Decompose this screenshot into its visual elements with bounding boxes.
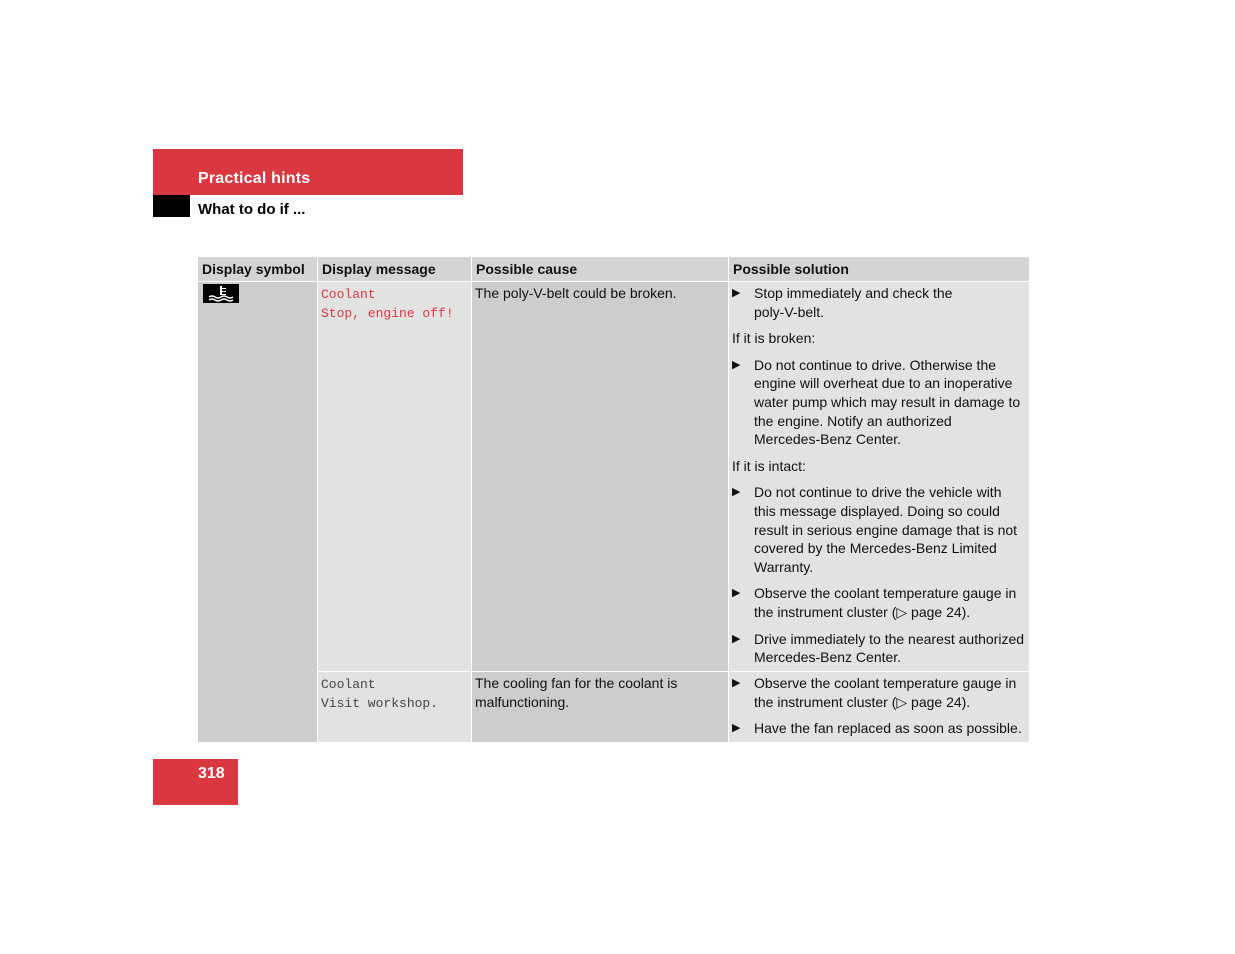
solution-step <box>732 674 1026 711</box>
cause-text: The cooling fan for the coolant is <box>475 675 678 691</box>
bullet-arrow-icon: ▶ <box>732 358 741 371</box>
solution-text: Drive immediately to the nearest authorized <box>754 630 1025 647</box>
section-title: Practical hints <box>198 170 311 187</box>
solution-text: result in serious engine damage that is not <box>754 521 1018 538</box>
message-line: Stop, engine off! <box>321 306 454 321</box>
table-row-1-cause <box>472 282 728 671</box>
solution-step <box>732 356 1026 449</box>
cause-text: malfunctioning. <box>475 693 570 710</box>
message-line: Coolant <box>321 677 376 692</box>
cause-text: The poly-V-belt could be broken. <box>475 285 677 301</box>
condition-label: If it is broken: <box>732 330 816 347</box>
column-header-possible-cause: Possible cause <box>472 257 728 281</box>
bullet-arrow-icon: ▶ <box>732 287 741 299</box>
solution-text: the instrument cluster (▷ page 24). <box>754 603 971 620</box>
solution-text: Mercedes-Benz Center. <box>754 649 902 666</box>
solution-step <box>732 584 1026 621</box>
solution-text: engine will overheat due to an inoperative <box>754 375 1013 392</box>
message-line: Coolant <box>321 287 376 302</box>
solution-text: Stop immediately and check the <box>754 285 953 301</box>
table-row-2-message <box>318 672 471 742</box>
bullet-arrow-icon: ▶ <box>732 677 741 689</box>
message-line: Visit workshop. <box>321 696 439 711</box>
table-row-1-solution <box>729 282 1029 671</box>
bullet-arrow-icon: ▶ <box>732 587 741 600</box>
table-row-2-cause <box>472 672 728 742</box>
solution-text: Have the fan replaced as soon as possible. <box>754 720 1022 737</box>
solution-text: Observe the coolant temperature gauge in <box>754 585 1017 602</box>
solution-text: this message displayed. Doing so could <box>754 502 1000 519</box>
solution-text: Do not continue to drive the vehicle with <box>754 484 1002 501</box>
column-header-display-message: Display message <box>318 257 471 281</box>
section-marker <box>153 195 190 217</box>
column-header-possible-solution: Possible solution <box>729 257 1029 281</box>
solution-text: the engine. Notify an authorized <box>754 412 952 429</box>
solution-text: Warranty. <box>754 558 814 575</box>
solution-text: Observe the coolant temperature gauge in <box>754 675 1017 691</box>
bullet-arrow-icon: ▶ <box>732 722 741 735</box>
table-cell-symbol <box>198 282 317 742</box>
solution-text: water pump which may result in damage to <box>754 393 1021 410</box>
solution-step <box>732 719 1026 738</box>
solution-text: covered by the Mercedes-Benz Limited <box>754 540 997 557</box>
solution-step <box>732 483 1026 576</box>
solution-step <box>732 630 1026 667</box>
subsection-title: What to do if ... <box>198 201 306 218</box>
solution-text: the instrument cluster (▷ page 24). <box>754 693 971 710</box>
coolant-temperature-icon <box>203 284 239 303</box>
table-row-1-message <box>318 282 471 671</box>
solution-text: poly-V-belt. <box>754 303 825 320</box>
solution-step <box>732 284 1026 321</box>
page-number-box <box>153 759 238 805</box>
table-row-2-solution <box>729 672 1029 742</box>
bullet-arrow-icon: ▶ <box>732 632 741 645</box>
column-header-display-symbol: Display symbol <box>198 257 317 281</box>
solution-text: Do not continue to drive. Otherwise the <box>754 356 997 373</box>
bullet-arrow-icon: ▶ <box>732 486 741 499</box>
page-number: 318 <box>198 765 225 782</box>
solution-text: Mercedes-Benz Center. <box>754 431 902 448</box>
condition-label: If it is intact: <box>732 457 806 474</box>
